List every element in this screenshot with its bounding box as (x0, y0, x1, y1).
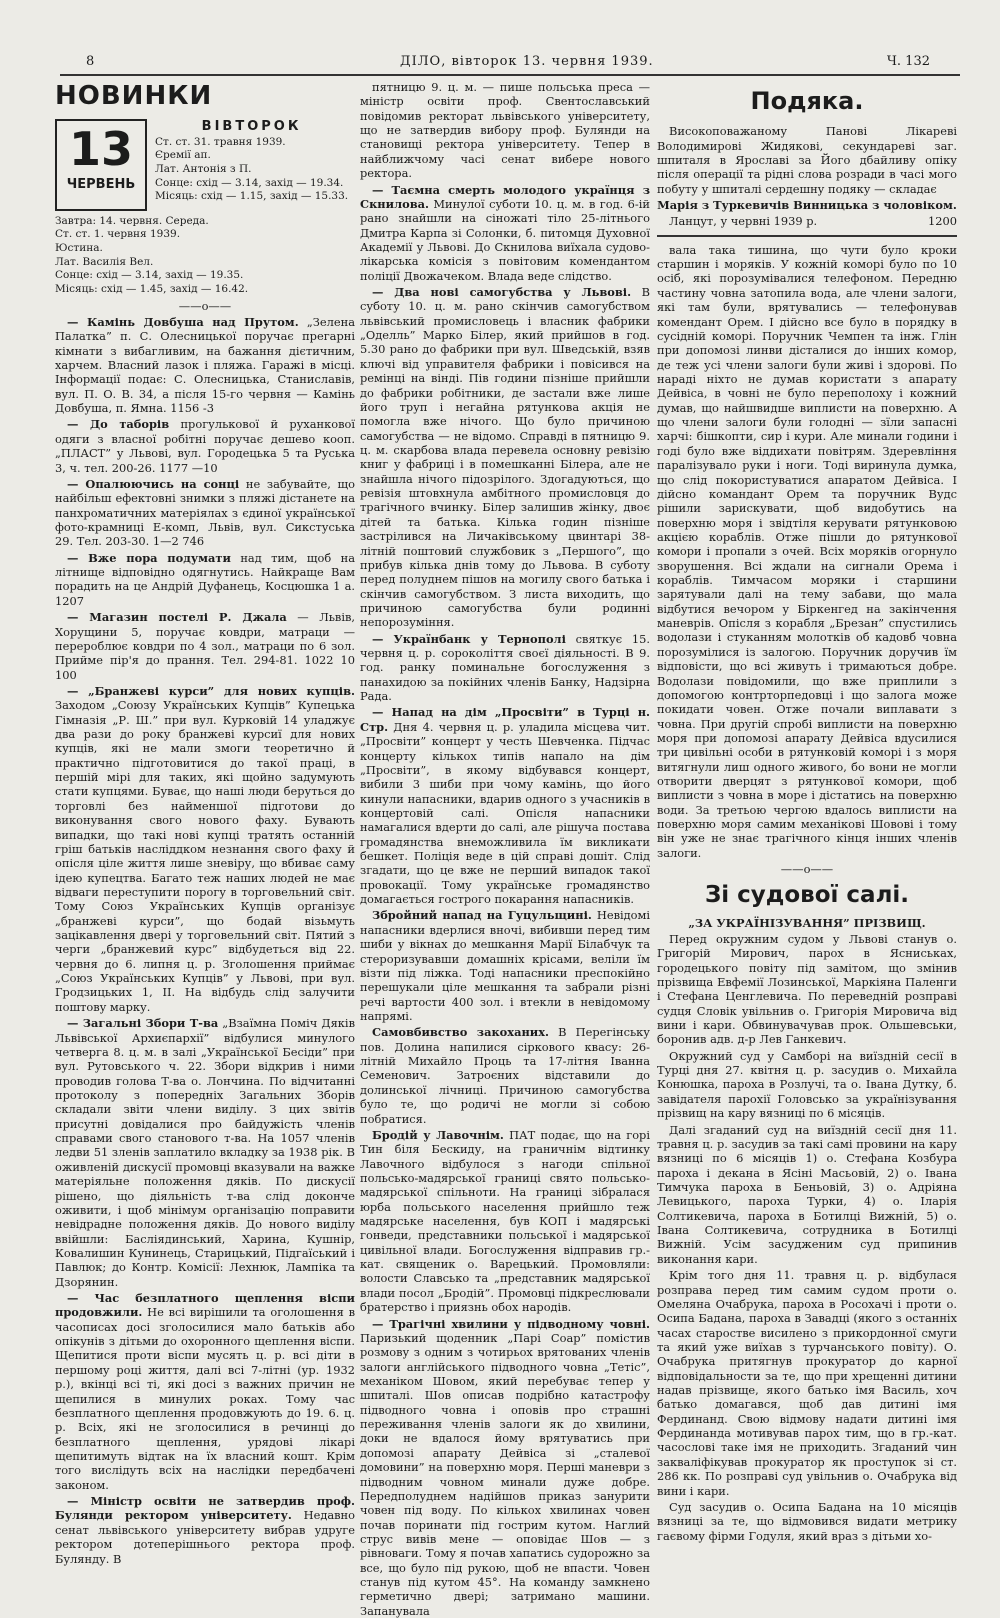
news-item (55, 684, 355, 1014)
column-3 (657, 80, 957, 1543)
issue-number: Ч. 132 (886, 54, 930, 69)
news-text: Дня 4. червня ц. р. уладила місцева чит. „Просвіти” концерт у честь Шевченка. Підчас концерту кількох типів напало на дім „Просвіти”, в якому відбувався концерт, вибили 3 шиби при чому камінь, що його кинули напасники, вдарив одного з учасників в концертовій салі. Опісля напасники намагалися вдерти до салі, але рішуча постава громадянства внеможливила їм викликати бешкет. Поліція веде в цій справі дошіт. Слід згадати, що це вже не перший випадок такої провокації. Тому українське громадянство домагається гострого покарання напасників. (360, 719, 650, 907)
calendar-line: Ст. ст. 31. травня 1939. (155, 135, 286, 148)
news-headline: Збройний напад на Гуцульщині. (372, 908, 592, 923)
news-item (55, 1291, 355, 1492)
news-headline: — Камінь Довбуша над Прутом. (67, 314, 299, 329)
news-text: прогулькової й руханкової одяги з власної робітні поручає дешево кооп. „ПЛАСТ” у Львові, вул. Городецька 5 та Руська 3, ч. тел. 200-26. 1177 —10 (55, 417, 356, 475)
news-item (55, 315, 355, 416)
news-text: Паризький щоденник „Парі Соар” помістив розмову з одним з чотирьох врятованих членів залоги англійського підводного човна „Тетіс”, механіком Шовом, який перебуває тепер у шпиталі. Шов описав подрібно катастрофу підводного човна і оповів про страшні переживання членів залоги як до хвилини, доки не вдалося йому врятуватись при допомозі апарату Дейвіса зі „сталевої домовини” на поверхню моря. Перші маневри з підводним човном минали дуже добре. Передполуднем надійшов приказ занурити човен під воду. По кількох хвилинах човен почав поринати під гострим кутом. Наглий струс вивів мене — оповідає Шов — з рівноваги. Тому я почав хапатись судорожно за все, що було під рукою, щоб не впасти. Човен станув під кутом 45°. На команду замкнено герметично двері; затримано машини. Запанувала (360, 1330, 650, 1618)
news-text: — Львів, Хорущини 5, поручає ковдри, матраци — перероблює ковдри по 4 зол., матраци по 6 зол. Прийме пір'я до прання. Тел. 294-81. 1022 10 100 (55, 610, 355, 682)
news-headline: — Магазин постелі Р. Джала (67, 610, 287, 625)
calendar-line: Єремії ап. (155, 149, 211, 162)
news-text: „Зелена Палатка” п. С. Олесницької поручає прегарні кімнати з вибагливим, на бажання дієтичним, харчем. Власний лазок і пляжа. Гаражі в місці. Інформації подає: С. Олесницька, Станиславів, вул. П. О. В. 34, а після 15-го червня — Камінь Довбуша, п. Ямна. 1156 -3 (55, 314, 355, 416)
calendar-line: Юстина. (55, 242, 103, 255)
news-text: Невідомі напасники вдерлися вночі, вибивши перед тим шиби у вікнах до мешкання Марії Білабчук та стероризувавши домашніх крісами, веліли їм візти під ліжка. Тоді напасники преспокійно перешукали ціле мешкання та забрали різні речі вартости 400 зол. і втекли в невідомому напрямі. (360, 908, 651, 1023)
column-1 (55, 80, 356, 1566)
separator: ——о—— (178, 298, 232, 313)
news-item (55, 551, 355, 608)
tomorrow-info (55, 215, 355, 297)
news-text: „Взаїмна Поміч Дяків Львівської Архиєпархії” відбулися минулого четверга 8. ц. м. в залі „Української Бесіди” при вул. Рутовського ч. 22. Збори відкрив і ними проводив голова Т-ва о. Лончина. По відчитанні протоколу з попередніх Загальних Зборів складали звіти члени виділу. З цих звітів присутні довідалися про байдужість членів справами свого станового т-ва. На 1057 членів ледви 51 зленів заплатило вкладку за 1938 рік. В оживленій дискусії промовці вказували на важке матеріяльне положення дяків. По дискусії рішено, що діяльність т-ва слід доконче оживити, і щоб мінімум організацію поправити невідрадне положення дяків. До нового виділу ввійшли: Басліядинський, Харина, Кушнір, Ковалишин Кунинець, Старицький, Підгаїський і Павлюк; до Контр. Комісії: Лехнюк, Лампіка та Дзорянин. (55, 1016, 355, 1289)
court-subtitle: „ЗА УКРАЇНІЗУВАННЯ” ПРІЗВИЩ. (688, 915, 926, 930)
news-headline: — Напад на дім „Просвіти” в Турці н. Стр. (360, 705, 650, 734)
news-item (360, 705, 650, 906)
news-text: Минулої суботи 10. ц. м. в год. 6-ій рано знайшли на сіножаті тіло 25-літнього Дмитра Карпа зі Солонки, б. питомця Духовної Академії у Львові. До Скнилова виїхала судово-лікарська комісія з повітовим комендантом поліції Двожачеком. Влада веде слідство. (360, 196, 650, 283)
news-item (360, 183, 650, 284)
news-headline: — Два нові самогубства у Львові. (372, 285, 632, 300)
news-item (360, 1025, 650, 1126)
calendar-line: Лат. Василія Вел. (55, 255, 154, 268)
news-text: Недавно сенат львівського університету вибрав удруге ректором дотеперішнього ректора проф. Булянду. В (55, 1508, 355, 1566)
news-item (360, 285, 650, 630)
news-text: пятницю 9. ц. м. — пише польська преса — міністр освіти проф. Свентославський повідомив ректорат львівського університету, що не затвердив вибору проф. Булянди на становищі ректора університету. Тепер в найближчому часі сенат вибере нового ректора. (360, 80, 650, 181)
calendar-line: Сонце: схід — 3.14, захід — 19.35. (55, 269, 244, 282)
court-paragraph: Далі згаданий суд на виїздній сесії дня 11. травня ц. р. засудив за такі самі провини на кару вязниці по 6 місяців 1) о. Стефана Козбура пароха і декана в Ясіні Масьовій, 2) о. Івана Тимчука пароха в Беньовій, 3) о. Адріяна Левицького, пароха Турки, 4) о. Іларія Солтикевича, пароха в Ботилці Вижній, 5) о. Івана Солтикевича, сотрудника в Ботилці Вижній. Усім засудженим суд припинив виконання кари. (657, 1122, 957, 1266)
news-headline: — Таємна смерть молодого українця з Скнилова. (360, 182, 650, 211)
news-headline: Бродій у Лавочнім. (372, 1127, 504, 1142)
news-item (55, 1494, 355, 1566)
calendar-line: Ст. ст. 1. червня 1939. (55, 228, 181, 241)
thanks-text: Високоповажаному Панові Лікареві Володимирові Жидякові, секундареві заг. шпиталя в Ярославі за Його дбайливу опіку після операції та рідні слова розради в часі мого побуту у шпиталі сердешну подяку — складає (657, 124, 957, 196)
news-text: не забувайте, що найбільш ефектовні знимки з пляжі дістанете на панхроматичних матеріялах з єдиної української фото-крамниці Е-комп, Львів, вул. Сикстуська 29. Тел. 203-30. 1—2 746 (55, 476, 356, 549)
news-item (360, 80, 650, 181)
thanks-number: 1200 (928, 214, 957, 229)
month-name: ЧЕРВЕНЬ (66, 176, 136, 192)
news-text: Не всі вирішили та оголошення в часописах досі зголосилися мало батьків або опікунів з дітьми до охоронного щеплення віспи. Щепитися проти віспи мусять ц. р. всі діти в першому році життя, далі всі 7-літні (ур. 1932 р.), вкінці всі ті, які досі з важних причин не щепилися в минулих роках. Тому час безплатного щеплення продовжують до 19. 6. ц. р. Всіх, які не зголосилися в речинці до безплатного щеплення, урядові лікарі щепитимуть відтак на їх власний кошт. Крім того вислідуть всіх на наслідки передбачені законом. (55, 1305, 355, 1492)
section-title: НОВИНКИ (55, 81, 213, 111)
news-item (55, 610, 355, 682)
news-headline: — Трагічні хвилини у підводному човні. (372, 1316, 650, 1331)
thanks-footer (657, 214, 957, 228)
news-headline: — Опалюючись на сонці (67, 476, 240, 491)
masthead: ДІЛО, вівторок 13. червня 1939. (400, 54, 654, 69)
news-text: над тим, щоб на літнище відповідно одягнутись. Найкраще Вам порадить на це Андрій Дуфанець, Косцюшка 1 а. 1207 (55, 550, 356, 608)
calendar-line: Лат. Антонія з П. (155, 162, 252, 175)
news-text: святкує 15. червня ц. р. сороколіття своєї діяльності. В 9. год. ранку поминальне богослуження з панахидою за покійних членів Банку, Надзірна Рада. (360, 631, 651, 704)
news-text: В Перегінську пов. Долина напилися сіркового квасу: 26-літній Михайло Проць та 17-літня Іванна Семенович. Затроєних відставили до долинської лічниці. Причиною самогубства було те, що родичі не могли зі собою побратися. (360, 1025, 650, 1126)
weekday: ВІВТОРОК (201, 118, 302, 134)
court-paragraph: Окружний суд у Самборі на виїздній сесії в Турці дня 27. квітня ц. р. засудив о. Михайла Конюшка, пароха в Розлучі, та о. Івана Дутку, б. завідателя парохії Головсько за українізування прізвищ на кару вязниці по 6 місяців. (657, 1048, 957, 1121)
news-headline: — До таборів (67, 417, 170, 432)
court-section-title: Зі судової салі. (704, 881, 910, 908)
thanks-title: Подяка. (750, 87, 864, 115)
news-list (360, 80, 650, 1618)
today-info (155, 119, 348, 211)
news-headline: — Час безплатного щеплення віспи продовжили. (55, 1291, 355, 1320)
news-item (55, 1016, 355, 1289)
news-item (55, 417, 355, 474)
calendar-line: Завтра: 14. червня. Середа. (55, 214, 209, 227)
news-item (55, 477, 355, 549)
news-headline: — Вже пора подумати (67, 550, 231, 565)
news-item (360, 1317, 650, 1618)
article-continuation: вала така тишина, що чути було кроки старшин і моряків. У кожній коморі було по 10 осіб, які порозумівалися телефоном. Передню частину човна затопила вода, але члени залоги, які там були, врятувались — телефонував комендант Орем. І дійсно все було в порядку в сусідній коморі. Поручник Чемпен та інж. Глін при допомозі линви дісталися до інших комор, де теж усі члени залоги були живі і здорові. По нараді ніхто не думав користати з апарату Дейвіса, в човні не було переполоху і кожний думав, що найшвидше виплисти на поверхню. А що члени залоги були голодні — зїли запасні харчі: бішкопти, сир і кури. Але минали години і годі було вже віддихати повітрям. Здеревління паралізувало руки і ноги. Тоді виринула думка, що слід покористуватися апаратом Дейвіса. І дійсно командант Орем та поручник Вудс рішили зарискувати, щоб видобутись на поверхню моря і звідтіля керувати рятунковою акцією кораблів. Отже пішли до рятункової комори і пропали з очей. Всіх моряків огорнуло зворушення. Всі ждали на сигнали Орема і кораблів. Тимчасом моряки і старшини зарятували далі на тему забави, що мала відбутися вечором у Біркенгед на закінчення маневрів. Опісля з корабля „Брезан” спустились водолази і стуканням молотків об кадовб човна порозумілися із залогою. Поручник доручив їм відповісти, що всі живуть і тримаються добре. Водолази повідомили, що вже приплили з допомогою контрторпедовці і що залога може покидати човен. Отже почали виплавати з човна. При другій спробі виплисти на поверхню моря при допомозі апарату Дейвіса вдусилися три цивільні особи в рятунковій коморі і з моря витягнули лиш одного живого, бо вони не могли отворити дверцят з рятункової комори, щоб виплисти з човна в море і дістатись на поверхню води. За третьою чергою вдалось виплисти на поверхню моря самим механікові Шовові і тому він уже не знає трагічного кінця інших членів залоги. (657, 242, 957, 860)
news-headline: — Загальні Збори Т-ва (67, 1016, 219, 1031)
page-header (60, 52, 960, 76)
court-articles (657, 932, 957, 1543)
thanks-signature: Марія з Туркевичів Винницька з чоловіком. (657, 198, 957, 213)
separator: ——о—— (780, 862, 834, 877)
news-item (360, 632, 650, 704)
news-item (360, 908, 650, 1023)
court-paragraph: Суд засудив о. Осипа Бадана на 10 місяців вязниці за те, що відмовився видати метрику гаєвому фірми Годуля, який враз з дітьми хо- (657, 1499, 957, 1543)
news-headline: Самовбивство закоханих. (372, 1025, 549, 1040)
thanks-notice (657, 86, 957, 237)
news-list (55, 315, 355, 1566)
calendar-line: Сонце: схід — 3.14, захід — 19.34. (155, 176, 344, 189)
calendar-line: Місяць: схід — 1.15, захід — 15.33. (155, 190, 349, 203)
column-2 (360, 80, 651, 1618)
news-text: Заходом „Союзу Українських Купців” Купецька Гімназія „Р. Ш.” при вул. Курковій 14 уладжує два рази до року бранжеві курсиї для нових купців, які не мали змоги теоретично й практично підготовитися до такої праці, в першій мірі для таких, які щойно задумують стати купцями. Буває, що наші люди беруться до торговлі без найменшої підготови до виконування свого нового фаху. Бувають випадки, що такі нові купці тратять останній гріш батьків насліддком незнання свого фаху й опісля ціле життя лише зневіру, що вбиває саму ідею купецтва. Багато теж наших людей не має відваги переступити порогу в торговельний світ. Тому Союз Українських Купців організує „бранжеві курси”, що бодай візьмуть зацікавлення двері у торговельний світ. Пятий з черги „бранжевий курс” відбудеться від 22. червня до 6. липня ц. р. Зголошення приймає „Союз Українських Купців” у Львові, при вул. Гродзицьких 1, II. На відбудь слід залучити поштову марку. (55, 698, 355, 1014)
news-text: ПАТ подає, що на горі Тин біля Бескиду, на граничнім відтинку Лавочного відбулося з нагоди спільної польсько-мадярської границі свято польсько-мадярської спільноти. На границі зібралася юрба польського населення прийшло теж мадярське населення, був КОП і мадярські гонведи, представники польської і мадярської цивільної влади. Богослуження відправив гр.-кат. священик о. Варецький. Промовляли: волости Славсько та „представник мадярської влади посол „Бродій”. Промовці підкреслювали братерство і приязнь обох народів. (360, 1127, 650, 1315)
news-headline: — Міністр освіти не затвердив проф. Булянди ректором університету. (55, 1494, 355, 1523)
day-number: 13 (68, 121, 133, 176)
court-paragraph: Крім того дня 11. травня ц. р. відбулася розправа перед тим самим судом проти о. Омеляна Очабрука, пароха в Росохачі і проти о. Осипа Бадана, пароха в Завадці (якого з останніх часах старостве висилено з прикордонної смуги та який уже виїхав з турчанського повіту). О. Очабрука притягнув прокуратор до карної відповідальности за те, що при хрещенні дитини надав прізвище, якого батько імя Василь, хоч батько домагався, щоб дав дитині імя Фердинанд. Свою відмову надати дитині імя Фердинанда мотивував парох тим, що в гр.-кат. часослові таке імя не приходить. Згаданий чин закваліфікував прокуратор як проступок зі ст. 286 кк. По розправі суд увільнив о. Очабрука від вини і кари. (657, 1268, 957, 1498)
date-box (55, 119, 147, 211)
calendar-line: Місяць: схід — 1.45, захід — 16.42. (55, 282, 249, 295)
thanks-place: Ланцут, у червні 1939 р. (669, 214, 818, 229)
court-paragraph: Перед окружним судом у Львові станув о. Григорій Мирович, парох в Ясниськах, городецького повіту під замітом, що змінив прізвища Евфемії Лозинської, Маркіяна Паленги і Стефана Ценглевича. По переведній розправі судця Словік увільнив о. Григорія Мировича від вини і кари. Обвинувачував прок. Ольшевськи, боронив адв. д-р Лев Ганкевич. (657, 931, 957, 1047)
page-number: 8 (86, 54, 95, 69)
news-headline: — Українбанк у Тернополі (372, 631, 566, 646)
news-text: В суботу 10. ц. м. рано скінчив самогубством львівський промисловець і власник фабрики „Оделль” Марко Білер, який прийшов в год. 5.30 рано до фабрики при вул. Шведській, взяв ключі від управителя фабрики і повісився на ремінці на вінді. Пів години пізніше прийшли до фабрики робітники, де застали вже лише його труп і негайна рятункова акція не помогла вже нічого. Що було причиною самогубства — не відомо. Справді в пятницю 9. ц. м. скарбова влада перевела основну ревізію книг у фабриці і в помешканні Білера, але не знайшла нічого підозрілого. Здогадуються, що ревізія штовхнула амбітного промисловця до трагічного вчинку. Білер залишив жінку, двоє дітей та батька. Кілька годин пізніше застрілився на Личаківському цвинтарі 38-літній поштовий службовик з „Першого”, що прибув кілька днів тому до Львова. В суботу перед полуднем пішов на могилу свого батька і скінчив самогубством. З листа виходить, що причиною самогубства були родинні непорозуміння. (360, 285, 650, 630)
news-item (360, 1128, 650, 1315)
news-headline: — „Бранжеві курси” для нових купців. (67, 683, 355, 698)
calendar-block (55, 119, 355, 211)
